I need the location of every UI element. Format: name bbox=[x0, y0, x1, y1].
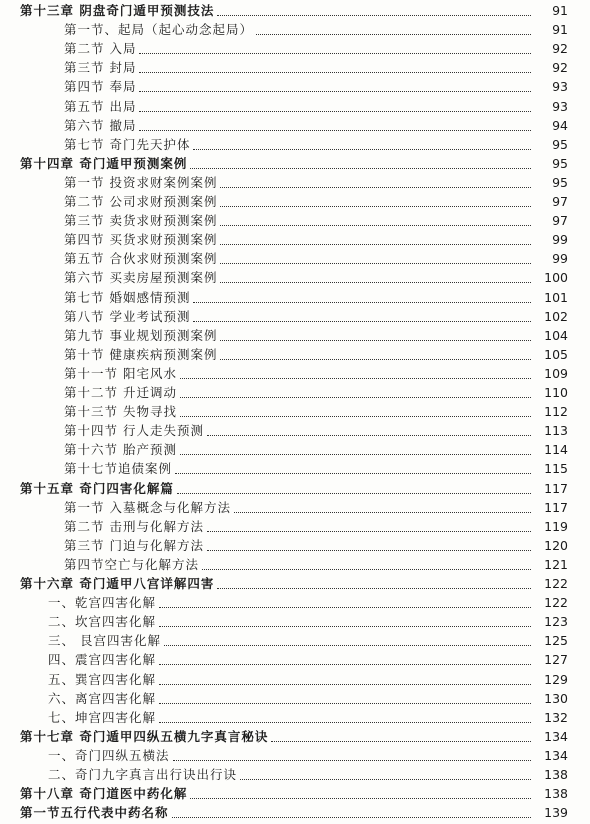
toc-entry[interactable] bbox=[0, 155, 590, 173]
toc-entry-title: 第九节 事业规划预测案例 bbox=[64, 327, 218, 343]
toc-entry-title: 第六节 买卖房屋预测案例 bbox=[64, 270, 218, 286]
toc-entry-title: 第十八章 奇门道医中药化解 bbox=[20, 786, 188, 802]
toc-entry-page-number: 104 bbox=[544, 327, 568, 343]
toc-entry-title: 第二节 公司求财预测案例 bbox=[64, 194, 218, 209]
dot-leader bbox=[193, 321, 531, 322]
toc-entry-title: 一、乾宫四害化解 bbox=[48, 595, 157, 611]
toc-entry-page-number: 119 bbox=[544, 518, 568, 534]
toc-entry-title: 第五节 出局 bbox=[64, 98, 137, 114]
dot-leader bbox=[159, 703, 531, 704]
dot-leader bbox=[271, 741, 531, 742]
dot-leader bbox=[159, 684, 531, 685]
toc-entry-title: 二、坎宫四害化解 bbox=[48, 614, 157, 630]
dot-leader bbox=[180, 416, 531, 417]
dot-leader bbox=[217, 15, 531, 16]
dot-leader bbox=[220, 244, 531, 245]
dot-leader bbox=[207, 531, 531, 532]
toc-entry-page-number: 110 bbox=[544, 385, 568, 400]
dot-leader bbox=[207, 435, 531, 436]
toc-entry-title: 一、奇门四纵五横法 bbox=[48, 747, 170, 763]
dot-leader bbox=[180, 378, 531, 379]
toc-entry-page-number: 134 bbox=[544, 728, 568, 744]
toc-entry-title: 第十六章 奇门遁甲八宫详解四害 bbox=[20, 576, 215, 591]
toc-entry[interactable] bbox=[0, 441, 590, 459]
toc-entry-page-number: 97 bbox=[552, 213, 568, 229]
toc-entry-page-number: 93 bbox=[552, 98, 568, 114]
toc-entry[interactable] bbox=[0, 212, 590, 230]
toc-entry[interactable] bbox=[0, 231, 590, 249]
toc-entry-page-number: 114 bbox=[544, 442, 568, 458]
dot-leader bbox=[220, 263, 531, 264]
toc-entry-title: 第一节、起局（起心动念起局） bbox=[64, 22, 254, 38]
toc-entry-page-number: 101 bbox=[544, 289, 568, 305]
toc-entry[interactable] bbox=[0, 193, 590, 211]
toc-entry[interactable] bbox=[0, 78, 590, 96]
toc-entry[interactable] bbox=[0, 136, 590, 154]
toc-entry[interactable] bbox=[0, 422, 590, 440]
toc-entry-page-number: 138 bbox=[544, 767, 568, 782]
toc-entry-page-number: 117 bbox=[544, 499, 568, 515]
toc-entry-page-number: 92 bbox=[552, 41, 568, 57]
toc-entry-page-number: 100 bbox=[544, 270, 568, 286]
toc-entry[interactable] bbox=[0, 480, 590, 498]
toc-entry[interactable] bbox=[0, 785, 590, 803]
toc-entry-title: 第十一节 阳宅风水 bbox=[64, 365, 177, 381]
toc-entry-page-number: 91 bbox=[552, 22, 568, 38]
toc-entry-title: 第一节五行代表中药名称 bbox=[20, 805, 169, 821]
toc-entry-page-number: 94 bbox=[552, 117, 568, 133]
toc-entry-title: 第十四章 奇门遁甲预测案例 bbox=[20, 155, 188, 171]
toc-entry-page-number: 95 bbox=[552, 174, 568, 190]
dot-leader bbox=[220, 187, 531, 188]
toc-entry-title: 第五节 合伙求财预测案例 bbox=[64, 251, 218, 267]
toc-entry-title: 第一节 入墓概念与化解方法 bbox=[64, 499, 231, 515]
toc-entry-page-number: 91 bbox=[552, 3, 568, 18]
toc-entry-title: 第三节 门迫与化解方法 bbox=[64, 537, 204, 553]
toc-entry-title: 七、坤宫四害化解 bbox=[48, 709, 157, 725]
toc-entry-title: 第二节 入局 bbox=[64, 41, 137, 57]
dot-leader bbox=[139, 72, 531, 73]
dot-leader bbox=[190, 798, 531, 799]
toc-entry-page-number: 125 bbox=[544, 633, 568, 649]
toc-entry[interactable] bbox=[0, 671, 590, 689]
toc-entry-page-number: 129 bbox=[544, 671, 568, 687]
toc-entry-page-number: 120 bbox=[544, 537, 568, 553]
toc-entry-title: 第十七节追债案例 bbox=[64, 461, 173, 477]
toc-entry[interactable] bbox=[0, 499, 590, 517]
toc-entry[interactable] bbox=[0, 327, 590, 345]
toc-entry-page-number: 138 bbox=[544, 786, 568, 802]
toc-entry-title: 第三节 卖货求财预测案例 bbox=[64, 213, 218, 229]
toc-entry-page-number: 102 bbox=[544, 308, 568, 324]
toc-entry-page-number: 134 bbox=[544, 747, 568, 763]
toc-entry[interactable] bbox=[0, 59, 590, 77]
toc-entry[interactable] bbox=[0, 728, 590, 746]
dot-leader bbox=[190, 168, 531, 169]
dot-leader bbox=[159, 664, 531, 665]
toc-entry-page-number: 97 bbox=[552, 194, 568, 209]
toc-entry-page-number: 105 bbox=[544, 346, 568, 362]
dot-leader bbox=[202, 569, 531, 570]
toc-entry[interactable] bbox=[0, 365, 590, 383]
dot-leader bbox=[175, 473, 531, 474]
toc-entry-page-number: 115 bbox=[544, 461, 568, 477]
dot-leader bbox=[139, 91, 531, 92]
toc-entry-title: 二、奇门九字真言出行诀出行诀 bbox=[48, 767, 238, 782]
dot-leader bbox=[139, 111, 531, 112]
toc-entry[interactable] bbox=[0, 384, 590, 402]
dot-leader bbox=[207, 550, 531, 551]
dot-leader bbox=[159, 626, 531, 627]
dot-leader bbox=[159, 722, 531, 723]
toc-entry[interactable] bbox=[0, 804, 590, 822]
dot-leader bbox=[177, 493, 531, 494]
toc-entry-page-number: 112 bbox=[544, 404, 568, 420]
toc-entry-title: 第十二节 升迁调动 bbox=[64, 385, 177, 400]
dot-leader bbox=[172, 817, 531, 818]
toc-entry[interactable] bbox=[0, 594, 590, 612]
toc-entry[interactable] bbox=[0, 613, 590, 631]
toc-entry-page-number: 122 bbox=[544, 576, 568, 591]
dot-leader bbox=[220, 340, 531, 341]
dot-leader bbox=[193, 302, 531, 303]
dot-leader bbox=[159, 607, 531, 608]
toc-entry-page-number: 132 bbox=[544, 709, 568, 725]
toc-entry-page-number: 109 bbox=[544, 365, 568, 381]
toc-entry-title: 第四节空亡与化解方法 bbox=[64, 556, 200, 572]
toc-entry[interactable] bbox=[0, 289, 590, 307]
toc-entry[interactable] bbox=[0, 709, 590, 727]
toc-entry-page-number: 117 bbox=[544, 480, 568, 496]
toc-entry-title: 第十七章 奇门遁甲四纵五横九字真言秘诀 bbox=[20, 728, 269, 744]
toc-entry-page-number: 95 bbox=[552, 136, 568, 152]
dot-leader bbox=[220, 282, 531, 283]
toc-entry-page-number: 139 bbox=[544, 805, 568, 821]
toc-entry-page-number: 92 bbox=[552, 60, 568, 76]
toc-entry-title: 第三节 封局 bbox=[64, 60, 137, 76]
dot-leader bbox=[220, 225, 531, 226]
toc-entry[interactable] bbox=[0, 747, 590, 765]
toc-entry-page-number: 127 bbox=[544, 652, 568, 668]
dot-leader bbox=[220, 206, 531, 207]
toc-entry[interactable] bbox=[0, 518, 590, 536]
toc-entry[interactable] bbox=[0, 269, 590, 287]
toc-entry-title: 第二节 击刑与化解方法 bbox=[64, 518, 204, 534]
toc-entry[interactable] bbox=[0, 250, 590, 268]
dot-leader bbox=[139, 53, 531, 54]
toc-entry-title: 六、离宫四害化解 bbox=[48, 690, 157, 706]
toc-entry-page-number: 93 bbox=[552, 79, 568, 95]
toc-entry[interactable] bbox=[0, 556, 590, 574]
toc-entry-title: 第七节 婚姻感情预测 bbox=[64, 289, 191, 305]
toc-entry[interactable] bbox=[0, 460, 590, 478]
toc-entry-page-number: 99 bbox=[552, 232, 568, 248]
toc-entry-page-number: 121 bbox=[544, 556, 568, 572]
toc-entry[interactable] bbox=[0, 403, 590, 421]
dot-leader bbox=[220, 359, 531, 360]
dot-leader bbox=[164, 645, 531, 646]
dot-leader bbox=[256, 34, 531, 35]
dot-leader bbox=[193, 149, 531, 150]
toc-entry-page-number: 95 bbox=[552, 155, 568, 171]
toc-entry[interactable] bbox=[0, 632, 590, 650]
dot-leader bbox=[240, 779, 531, 780]
toc-entry-page-number: 113 bbox=[544, 423, 568, 439]
toc-entry-title: 三、 艮宫四害化解 bbox=[48, 633, 161, 649]
toc-entry-title: 第十节 健康疾病预测案例 bbox=[64, 346, 218, 362]
toc-entry[interactable] bbox=[0, 308, 590, 326]
toc-entry[interactable] bbox=[0, 40, 590, 58]
toc-entry-title: 五、巽宫四害化解 bbox=[48, 671, 157, 687]
toc-entry[interactable] bbox=[0, 346, 590, 364]
toc-entry-page-number: 130 bbox=[544, 690, 568, 706]
toc-entry-title: 第四节 奉局 bbox=[64, 79, 137, 95]
toc-entry-title: 第十三节 失物寻找 bbox=[64, 404, 177, 420]
toc-entry-page-number: 122 bbox=[544, 595, 568, 611]
toc-entry-title: 第十五章 奇门四害化解篇 bbox=[20, 480, 174, 496]
toc-entry-title: 第十四节 行人走失预测 bbox=[64, 423, 204, 439]
toc-entry[interactable] bbox=[0, 690, 590, 708]
dot-leader bbox=[139, 130, 531, 131]
toc-entry[interactable] bbox=[0, 537, 590, 555]
toc-entry[interactable] bbox=[0, 766, 590, 784]
toc-entry[interactable] bbox=[0, 21, 590, 39]
toc-entry-title: 第八节 学业考试预测 bbox=[64, 308, 191, 324]
dot-leader bbox=[173, 760, 531, 761]
toc-entry-title: 四、震宫四害化解 bbox=[48, 652, 157, 668]
toc-entry[interactable] bbox=[0, 174, 590, 192]
dot-leader bbox=[180, 397, 531, 398]
dot-leader bbox=[180, 454, 531, 455]
toc-entry[interactable] bbox=[0, 98, 590, 116]
toc-entry-title: 第四节 买货求财预测案例 bbox=[64, 232, 218, 248]
toc-entry[interactable] bbox=[0, 575, 590, 593]
toc-entry-page-number: 99 bbox=[552, 251, 568, 267]
toc-entry-title: 第十六节 胎产预测 bbox=[64, 442, 177, 458]
dot-leader bbox=[234, 512, 531, 513]
toc-entry[interactable] bbox=[0, 117, 590, 135]
dot-leader bbox=[217, 588, 531, 589]
toc-entry-page-number: 123 bbox=[544, 614, 568, 630]
toc-entry-title: 第六节 撤局 bbox=[64, 117, 137, 133]
toc-entry-title: 第一节 投资求财案例案例 bbox=[64, 174, 218, 190]
toc-entry-title: 第十三章 阴盘奇门遁甲预测技法 bbox=[20, 3, 215, 18]
toc-entry-title: 第七节 奇门先天护体 bbox=[64, 136, 191, 152]
toc-entry[interactable] bbox=[0, 2, 590, 20]
toc-entry[interactable] bbox=[0, 651, 590, 669]
